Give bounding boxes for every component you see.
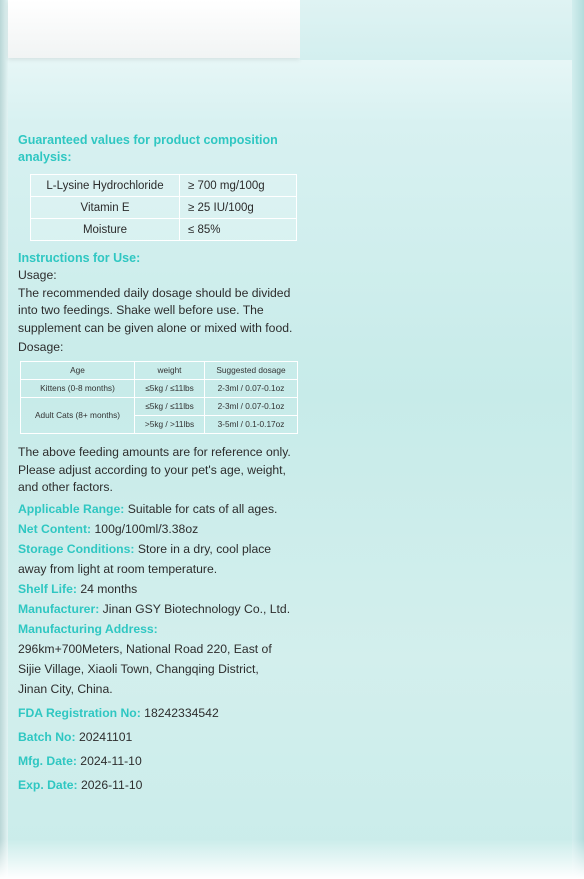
instructions-heading: Instructions for Use: <box>18 251 141 265</box>
shelf-label: Shelf Life: <box>18 581 77 596</box>
exp-label: Exp. Date: <box>18 777 78 792</box>
composition-value: ≥ 700 mg/100g <box>180 175 297 197</box>
manufacturer <box>18 599 298 619</box>
net-value: 100g/100ml/3.38oz <box>94 521 199 536</box>
table-row <box>31 197 297 219</box>
dosage-age: Kittens (0-8 months) <box>21 379 135 397</box>
composition-name: Moisture <box>31 219 180 241</box>
net-content <box>18 519 298 539</box>
shelf-life <box>18 579 298 599</box>
address-label: Manufacturing Address: <box>18 621 158 636</box>
table-row <box>31 219 297 241</box>
net-label: Net Content: <box>18 521 92 536</box>
mfg-label: Mfg. Date: <box>18 753 77 768</box>
box-left-edge <box>0 0 8 879</box>
batch-label: Batch No: <box>18 729 76 744</box>
storage-label: Storage Conditions: <box>18 541 135 556</box>
manufacturer-value: Jinan GSY Biotechnology Co., Ltd. <box>102 601 291 616</box>
table-row <box>21 379 298 397</box>
dosage-amount: 3-5ml / 0.1-0.17oz <box>205 415 298 433</box>
manufacturer-label: Manufacturer: <box>18 601 100 616</box>
box-top-flap <box>8 0 300 58</box>
feeding-note: The above feeding amounts are for reference only. Please adjust according to your pet's age, weight, and other factors. <box>18 444 291 495</box>
mfg-date <box>18 751 298 771</box>
composition-heading: Guaranteed values for product composition analysis: <box>18 133 278 164</box>
storage-value: Store in a dry, cool place <box>137 541 272 556</box>
dosage-weight: ≤5kg / ≤11lbs <box>135 397 205 415</box>
address-line: Jinan City, China. <box>18 681 113 696</box>
storage-conditions <box>18 539 298 559</box>
dosage-table <box>20 361 298 434</box>
dosage-header-weight: weight <box>135 361 205 379</box>
exp-value: 2026-11-10 <box>81 777 143 792</box>
label-panel <box>18 132 298 795</box>
dosage-header-age: Age <box>21 361 135 379</box>
applicable-value: Suitable for cats of all ages. <box>127 501 278 516</box>
usage-text: The recommended daily dosage should be divided into two feedings. Shake well before use. The supplement can be given alone or mixed with food. <box>18 285 293 335</box>
composition-value: ≥ 25 IU/100g <box>180 197 297 219</box>
exp-date <box>18 775 298 795</box>
dosage-header-dosage: Suggested dosage <box>205 361 298 379</box>
address-line: 296km+700Meters, National Road 220, East of <box>18 641 272 656</box>
applicable-label: Applicable Range: <box>18 501 125 516</box>
dosage-age: Adult Cats (8+ months) <box>21 397 135 433</box>
batch-number <box>18 727 298 747</box>
address-heading <box>18 619 298 639</box>
storage-value-cont: away from light at room temperature. <box>18 561 218 576</box>
box-bottom-edge <box>0 839 584 879</box>
composition-name: L-Lysine Hydrochloride <box>31 175 180 197</box>
table-row <box>21 361 298 379</box>
fda-value: 18242334542 <box>144 705 219 720</box>
dosage-weight: ≤5kg / ≤11lbs <box>135 379 205 397</box>
dosage-label: Dosage: <box>18 340 64 355</box>
usage-label: Usage: <box>18 268 57 282</box>
box-top-flap-side <box>300 0 584 60</box>
dosage-weight: >5kg / >11lbs <box>135 415 205 433</box>
mfg-value: 2024-11-10 <box>80 753 142 768</box>
applicable-range <box>18 499 298 519</box>
address-line: Sijie Village, Xiaoli Town, Changqing District, <box>18 661 259 676</box>
fda-registration <box>18 703 298 723</box>
batch-value: 20241101 <box>78 729 133 744</box>
shelf-value: 24 months <box>80 581 138 596</box>
composition-name: Vitamin E <box>31 197 180 219</box>
composition-value: ≤ 85% <box>180 219 297 241</box>
composition-table <box>30 174 297 241</box>
box-right-edge <box>572 0 584 879</box>
dosage-amount: 2-3ml / 0.07-0.1oz <box>205 379 298 397</box>
table-row <box>31 175 297 197</box>
fda-label: FDA Registration No: <box>18 705 141 720</box>
dosage-amount: 2-3ml / 0.07-0.1oz <box>205 397 298 415</box>
table-row <box>21 397 298 415</box>
